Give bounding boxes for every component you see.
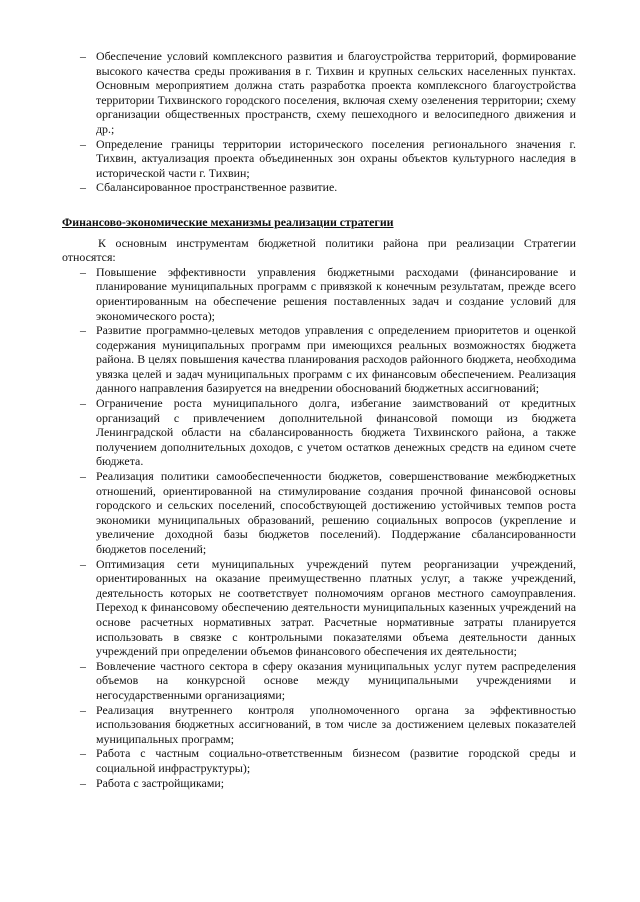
territory-development-list <box>80 49 576 195</box>
list-item <box>80 775 576 791</box>
list-item <box>80 180 576 195</box>
dash-bullet: – <box>80 180 86 195</box>
list-item <box>80 469 576 557</box>
dash-bullet: – <box>80 775 86 790</box>
list-item <box>80 658 576 703</box>
dash-bullet: – <box>80 658 86 673</box>
list-item-text: Работа с застройщиками; <box>96 775 225 790</box>
dash-bullet: – <box>80 49 86 63</box>
list-item-text: Развитие программно-целевых методов управления с определением приоритетов и оценкой содержания муниципальных программ при имеющихся реальных возможностях бюджета района. В целях повышения качества планирования расходов районного бюджета, необходима увязка целей и задач муниципальных программ с их финансовым обеспечением. Реализация данного направления базируется на внедрении обоснований бюджетных ассигнований; <box>96 323 576 396</box>
list-item-text: Реализация внутреннего контроля уполномоченного органа за эффективностью использования бюджетных ассигнований, в том числе за достижением целевых показателей муниципальных программ; <box>96 702 576 746</box>
dash-bullet: – <box>80 746 86 761</box>
list-item-text: Работа с частным социально-ответственным бизнесом (развитие городской среды и социальной инфраструктуры); <box>96 746 576 775</box>
list-item-text: Сбалансированное пространственное развитие. <box>96 180 338 195</box>
list-item <box>80 323 576 396</box>
dash-bullet: – <box>80 556 86 571</box>
dash-bullet: – <box>80 702 86 717</box>
list-item-text: Оптимизация сети муниципальных учреждений путем реорганизации учреждений, ориентированных на оказание преимущественно платных услуг, а также учреждений, деятельность которых не соответствует полномочиям органов местного самоуправления. Переход к финансовому обеспечению деятельности муниципальных казенных учреждений на основе расчетных нормативных затрат. Расчетные нормативные затраты планируется использовать в связке с контрольными показателями объема деятельности данных учреждений при определении объемов финансового обеспечения их деятельности; <box>96 556 576 659</box>
list-item <box>80 396 576 469</box>
list-item <box>80 136 576 181</box>
list-item-text: Реализация политики самообеспеченности бюджетов, совершенствование межбюджетных отношений, ориентированной на стимулирование создания прочной финансовой основы городского и сельских поселений, способствующей достижению устойчивых темпов роста экономики муниципальных образований, решению социальных вопросов (укрепление и увеличение доходной базы бюджетов поселений). Поддержание сбалансированности бюджетов поселений; <box>96 469 576 556</box>
list-item <box>80 746 576 775</box>
list-item <box>80 49 576 137</box>
intro-paragraph: К основным инструментам бюджетной политики района при реализации Стратегии относятся: <box>62 235 576 265</box>
section-heading: Финансово-экономические механизмы реализации стратегии <box>62 214 394 229</box>
dash-bullet: – <box>80 469 86 484</box>
budget-instruments-list <box>80 264 576 790</box>
list-item-text: Повышение эффективности управления бюджетными расходами (финансирование и планирование муниципальных программ с привязкой к конечным результатам, прежде всего ориентированным на обеспечение решения поставленных задач и создание условий для экономического роста); <box>96 264 576 323</box>
list-item-text: Определение границы территории исторического поселения регионального значения г. Тихвин, актуализация проекта объединенных зон охраны объектов культурного наследия в исторической части г. Тихвин; <box>96 136 576 180</box>
list-item <box>80 702 576 747</box>
dash-bullet: – <box>80 323 86 338</box>
dash-bullet: – <box>80 264 86 279</box>
list-item-text: Обеспечение условий комплексного развития и благоустройства территорий, формирование высокого качества среды проживания в г. Тихвин и крупных сельских населенных пунктах. Основным мероприятием должна стать разработка проекта комплексного благоустройства территории Тихвинского городского поселения, включая схему озеленения территории; схему организации общественных пространств, схему пешеходного и велосипедного движения и др.; <box>96 49 576 136</box>
page-content <box>62 49 576 790</box>
list-item-text: Ограничение роста муниципального долга, избегание заимствований от кредитных организаций с привлечением дополнительной финансовой помощи из бюджета Ленинградской области на сбалансированность бюджета Тихвинского района, а также получением дополнительных доходов, с учетом остатков денежных средств на едином счете бюджета. <box>96 396 576 469</box>
list-item-text: Вовлечение частного сектора в сферу оказания муниципальных услуг путем распределения объемов на конкурсной основе между муниципальными учреждениями и негосударственными организациями; <box>96 658 576 702</box>
list-item <box>80 556 576 659</box>
dash-bullet: – <box>80 396 86 411</box>
dash-bullet: – <box>80 136 86 151</box>
list-item <box>80 264 576 323</box>
